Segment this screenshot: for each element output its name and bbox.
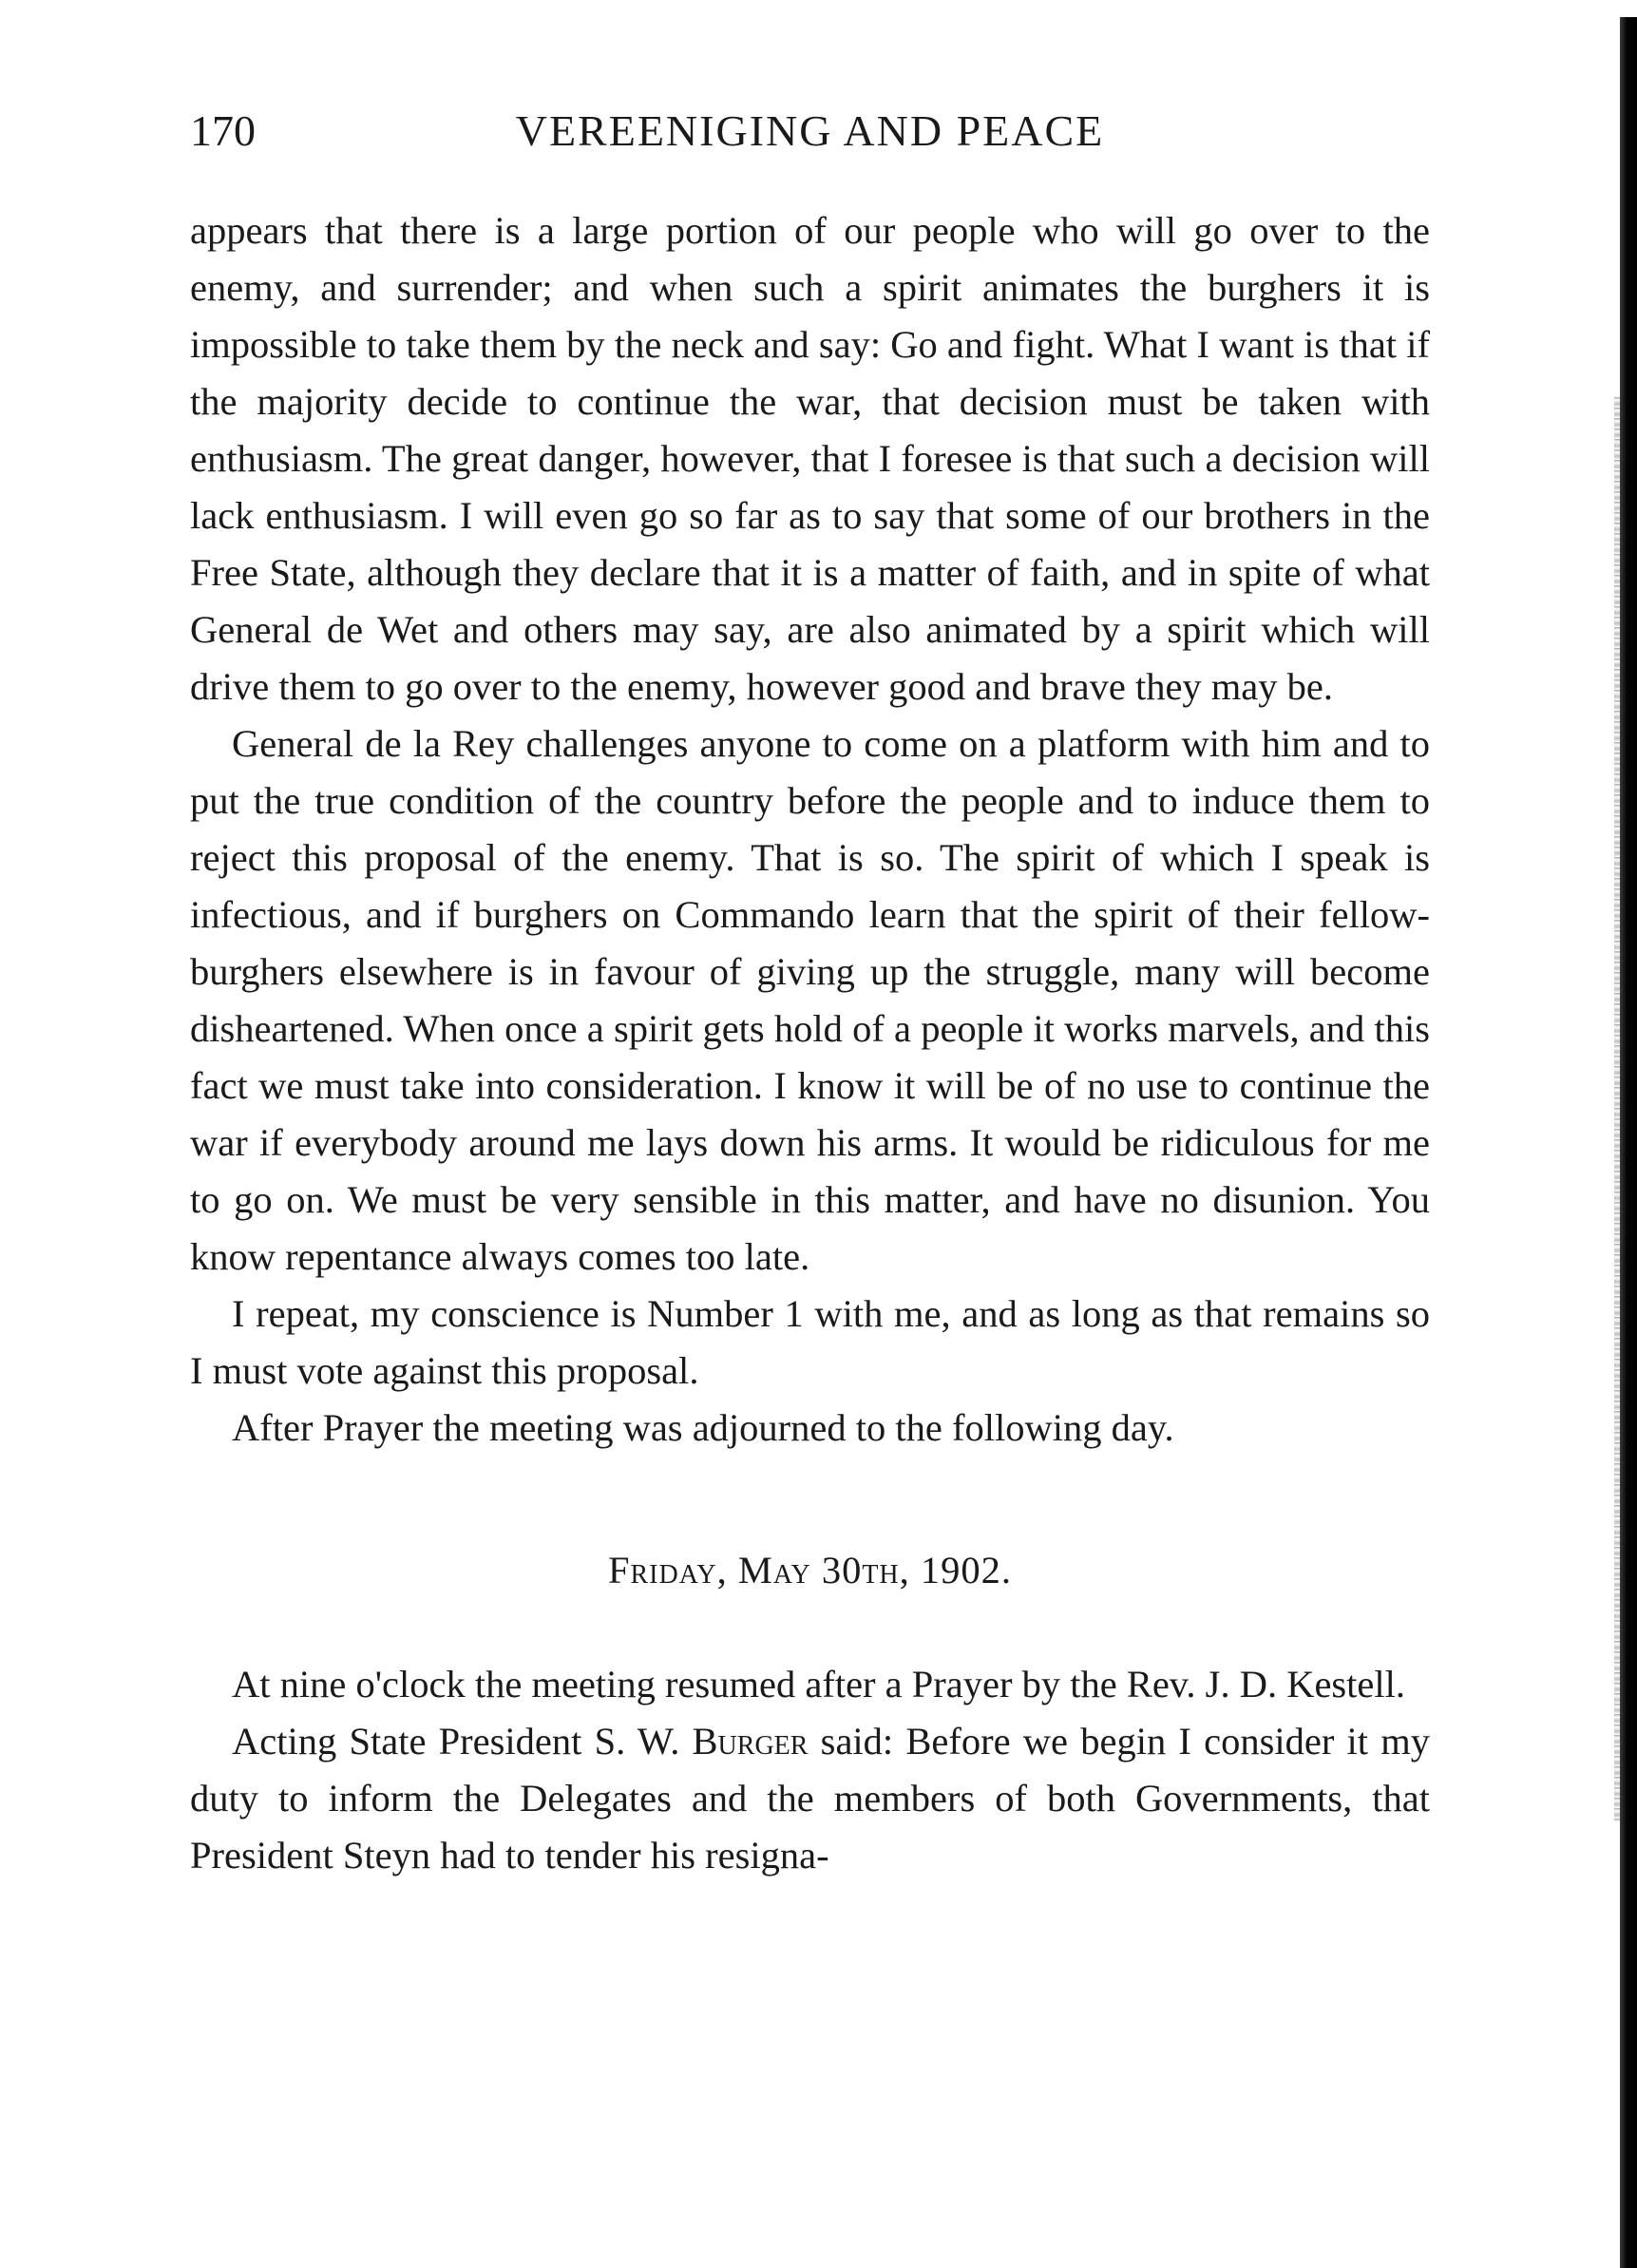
paragraph-adjourned: After Prayer the meeting was adjourned to the following day. bbox=[232, 1406, 1174, 1449]
body-text bbox=[190, 202, 1430, 1884]
paragraph-meeting-resumed: At nine o'clock the meeting resumed after a Prayer by the Rev. J. D. Kestell. bbox=[232, 1663, 1406, 1706]
binding-edge bbox=[1620, 17, 1637, 2268]
page-number: 170 bbox=[190, 106, 256, 155]
paragraph-burger-speech bbox=[190, 1713, 1430, 1884]
paragraph-continued: appears that there is a large portion of our people who will go over to the enemy, and surrender; and when such a spirit animates the burghers it is impossible to take them by the neck and say: Go and fight. What I want is that if the majority decide to continue the war, that decision must be taken with enthusiasm. The great danger, however, that I foresee is that such a decision will lack enthusiasm. I will even go so far as to say that some of our brothers in the Free State, although they declare that it is a matter of faith, and in spite of what General de Wet and others may say, are also animated by a spirit which will drive them to go over to the enemy, however good and brave they may be. bbox=[190, 209, 1430, 708]
speaker-name: Burger bbox=[692, 1720, 809, 1763]
running-head bbox=[190, 103, 1430, 160]
burger-speech-text: said: Before we begin I consider it my duty to inform the Delegates and the members of both Governments, that President Steyn had to tender his resigna- bbox=[190, 1720, 1430, 1877]
paragraph-de-la-rey: General de la Rey challenges anyone to come on a platform with him and to put the true condition of the country before the people and to induce them to reject this proposal of the enemy. That is so. The spirit of which I speak is infectious, and if burghers on Commando learn that the spirit of their fellow-burghers elsewhere is in favour of giving up the struggle, many will become disheartened. When once a spirit gets hold of a people it works marvels, and this fact we must take into consideration. I know it will be of no use to continue the war if everybody around me lays down his arms. It would be ridiculous for me to go on. We must be very sensible in this matter, and have no disunion. You know repentance always comes too late. bbox=[190, 722, 1430, 1278]
burger-speech-intro: Acting State President S. W. bbox=[232, 1720, 693, 1763]
running-title: VEREENIGING AND PEACE bbox=[515, 106, 1105, 155]
date-heading: Friday, May 30th, 1902. bbox=[607, 1549, 1013, 1591]
paragraph-conscience: I repeat, my conscience is Number 1 with me, and as long as that remains so I must vote against this proposal. bbox=[190, 1292, 1430, 1392]
